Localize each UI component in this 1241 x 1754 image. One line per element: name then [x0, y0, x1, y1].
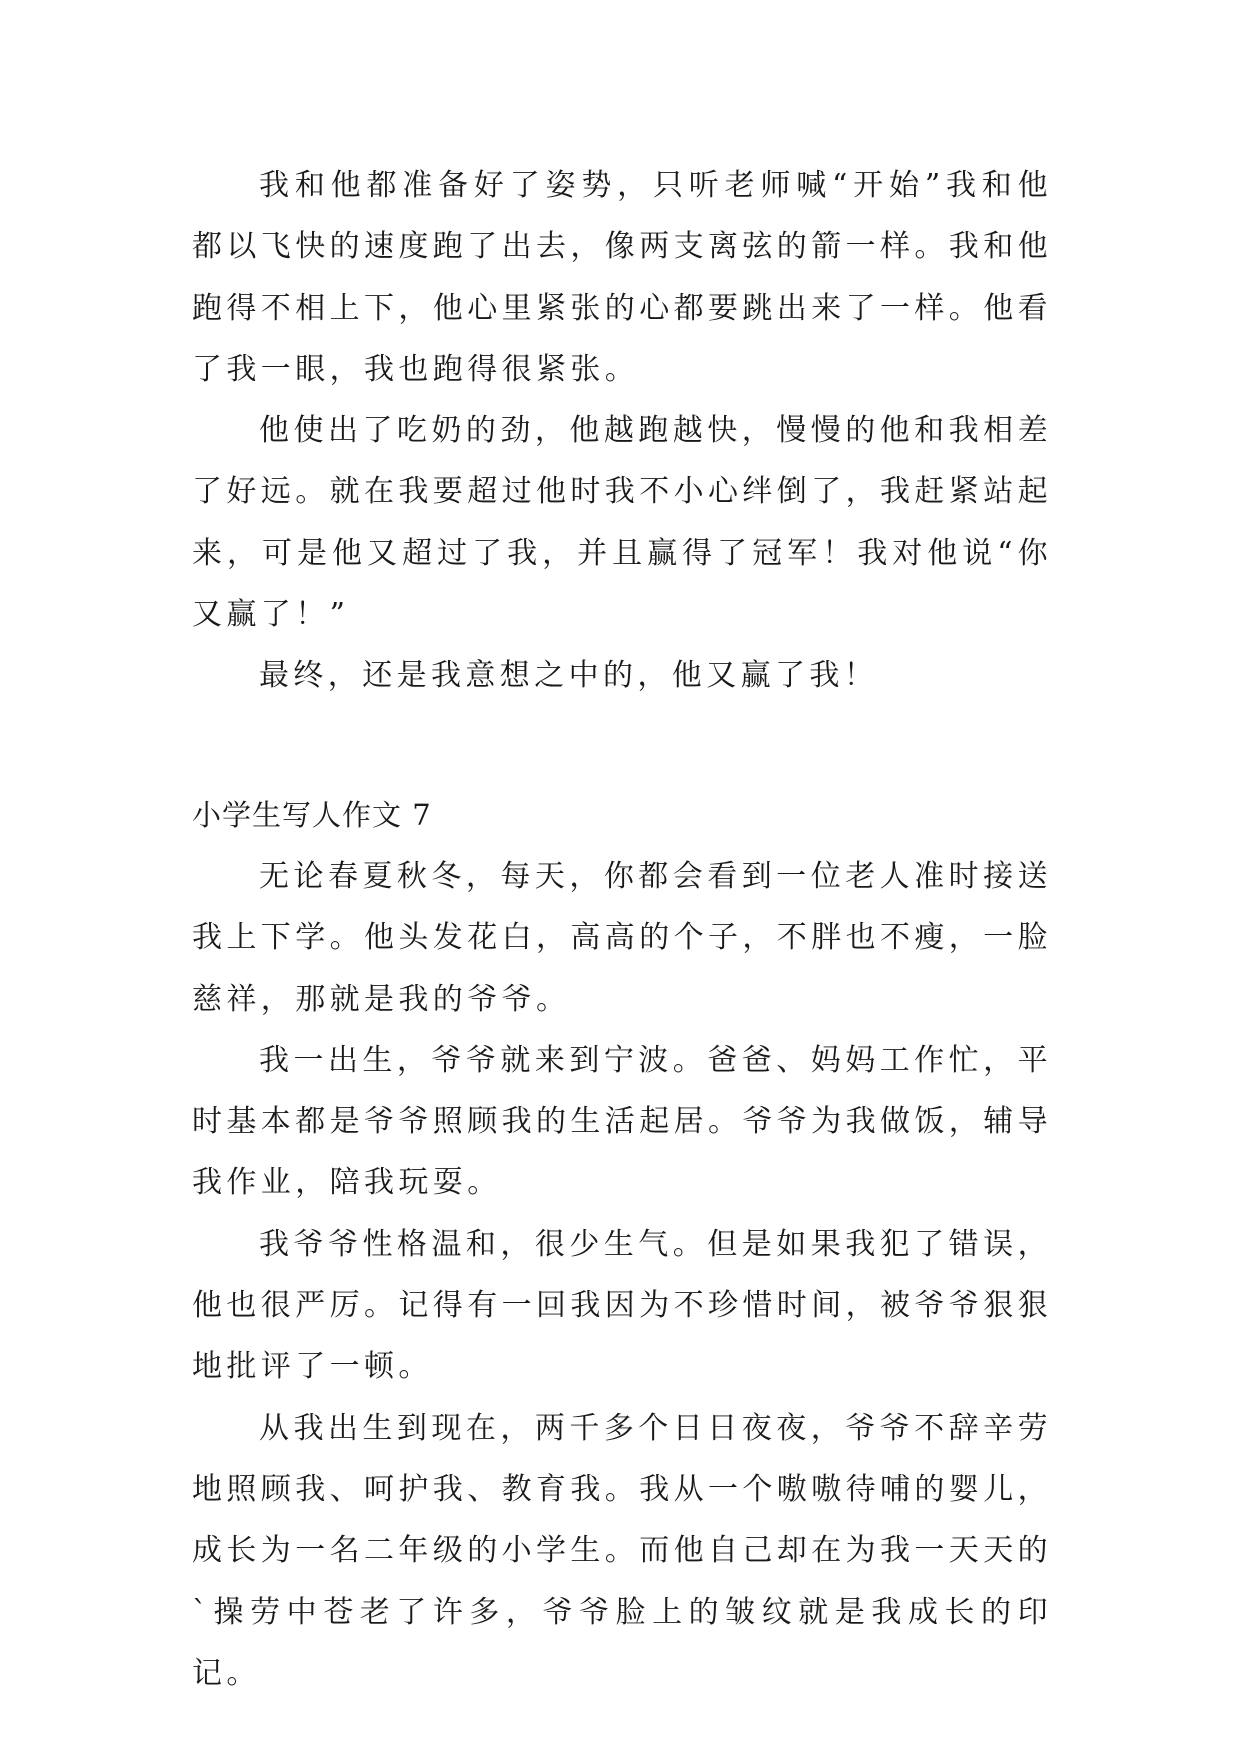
paragraph-grandpa-intro: 无论春夏秋冬，每天，你都会看到一位老人准时接送我上下学。他头发花白，高高的个子，不胖也不瘦，一脸慈祥，那就是我的爷爷。 — [192, 858, 1052, 1017]
paragraph-grandpa-years: 从我出生到现在，两千多个日日夜夜，爷爷不辞辛劳地照顾我、呵护我、教育我。我从一个嗷嗷待哺的婴儿，成长为一名二年级的小学生。而他自己却在为我一天天的`操劳中苍老了许多，爷爷脸上的皱纹就是我成长的印记。 — [192, 1410, 1052, 1691]
paragraph-grandpa-strict: 我爷爷性格温和，很少生气。但是如果我犯了错误，他也很严厉。记得有一回我因为不珍惜时间，被爷爷狠狠地批评了一顿。 — [192, 1226, 1052, 1385]
paragraph-race-fall: 他使出了吃奶的劲，他越跑越快，慢慢的他和我相差了好远。就在我要超过他时我不小心绊倒了，我赶紧站起来，可是他又超过了我，并且赢得了冠军！我对他说“你又赢了！” — [192, 413, 1052, 633]
paragraph-race-end: 最终，还是我意想之中的，他又赢了我！ — [259, 658, 879, 694]
paragraph-race-start: 我和他都准备好了姿势，只听老师喊“开始”我和他都以飞快的速度跑了出去，像两支离弦的箭一样。我和他跑得不相上下，他心里紧张的心都要跳出来了一样。他看了我一眼，我也跑得很紧张。 — [192, 168, 1052, 387]
section-heading: 小学生写人作文 7 — [192, 797, 432, 832]
paragraph-grandpa-care: 我一出生，爷爷就来到宁波。爸爸、妈妈工作忙，平时基本都是爷爷照顾我的生活起居。爷爷为我做饭，辅导我作业，陪我玩耍。 — [192, 1042, 1052, 1201]
document-body — [192, 155, 1052, 1704]
